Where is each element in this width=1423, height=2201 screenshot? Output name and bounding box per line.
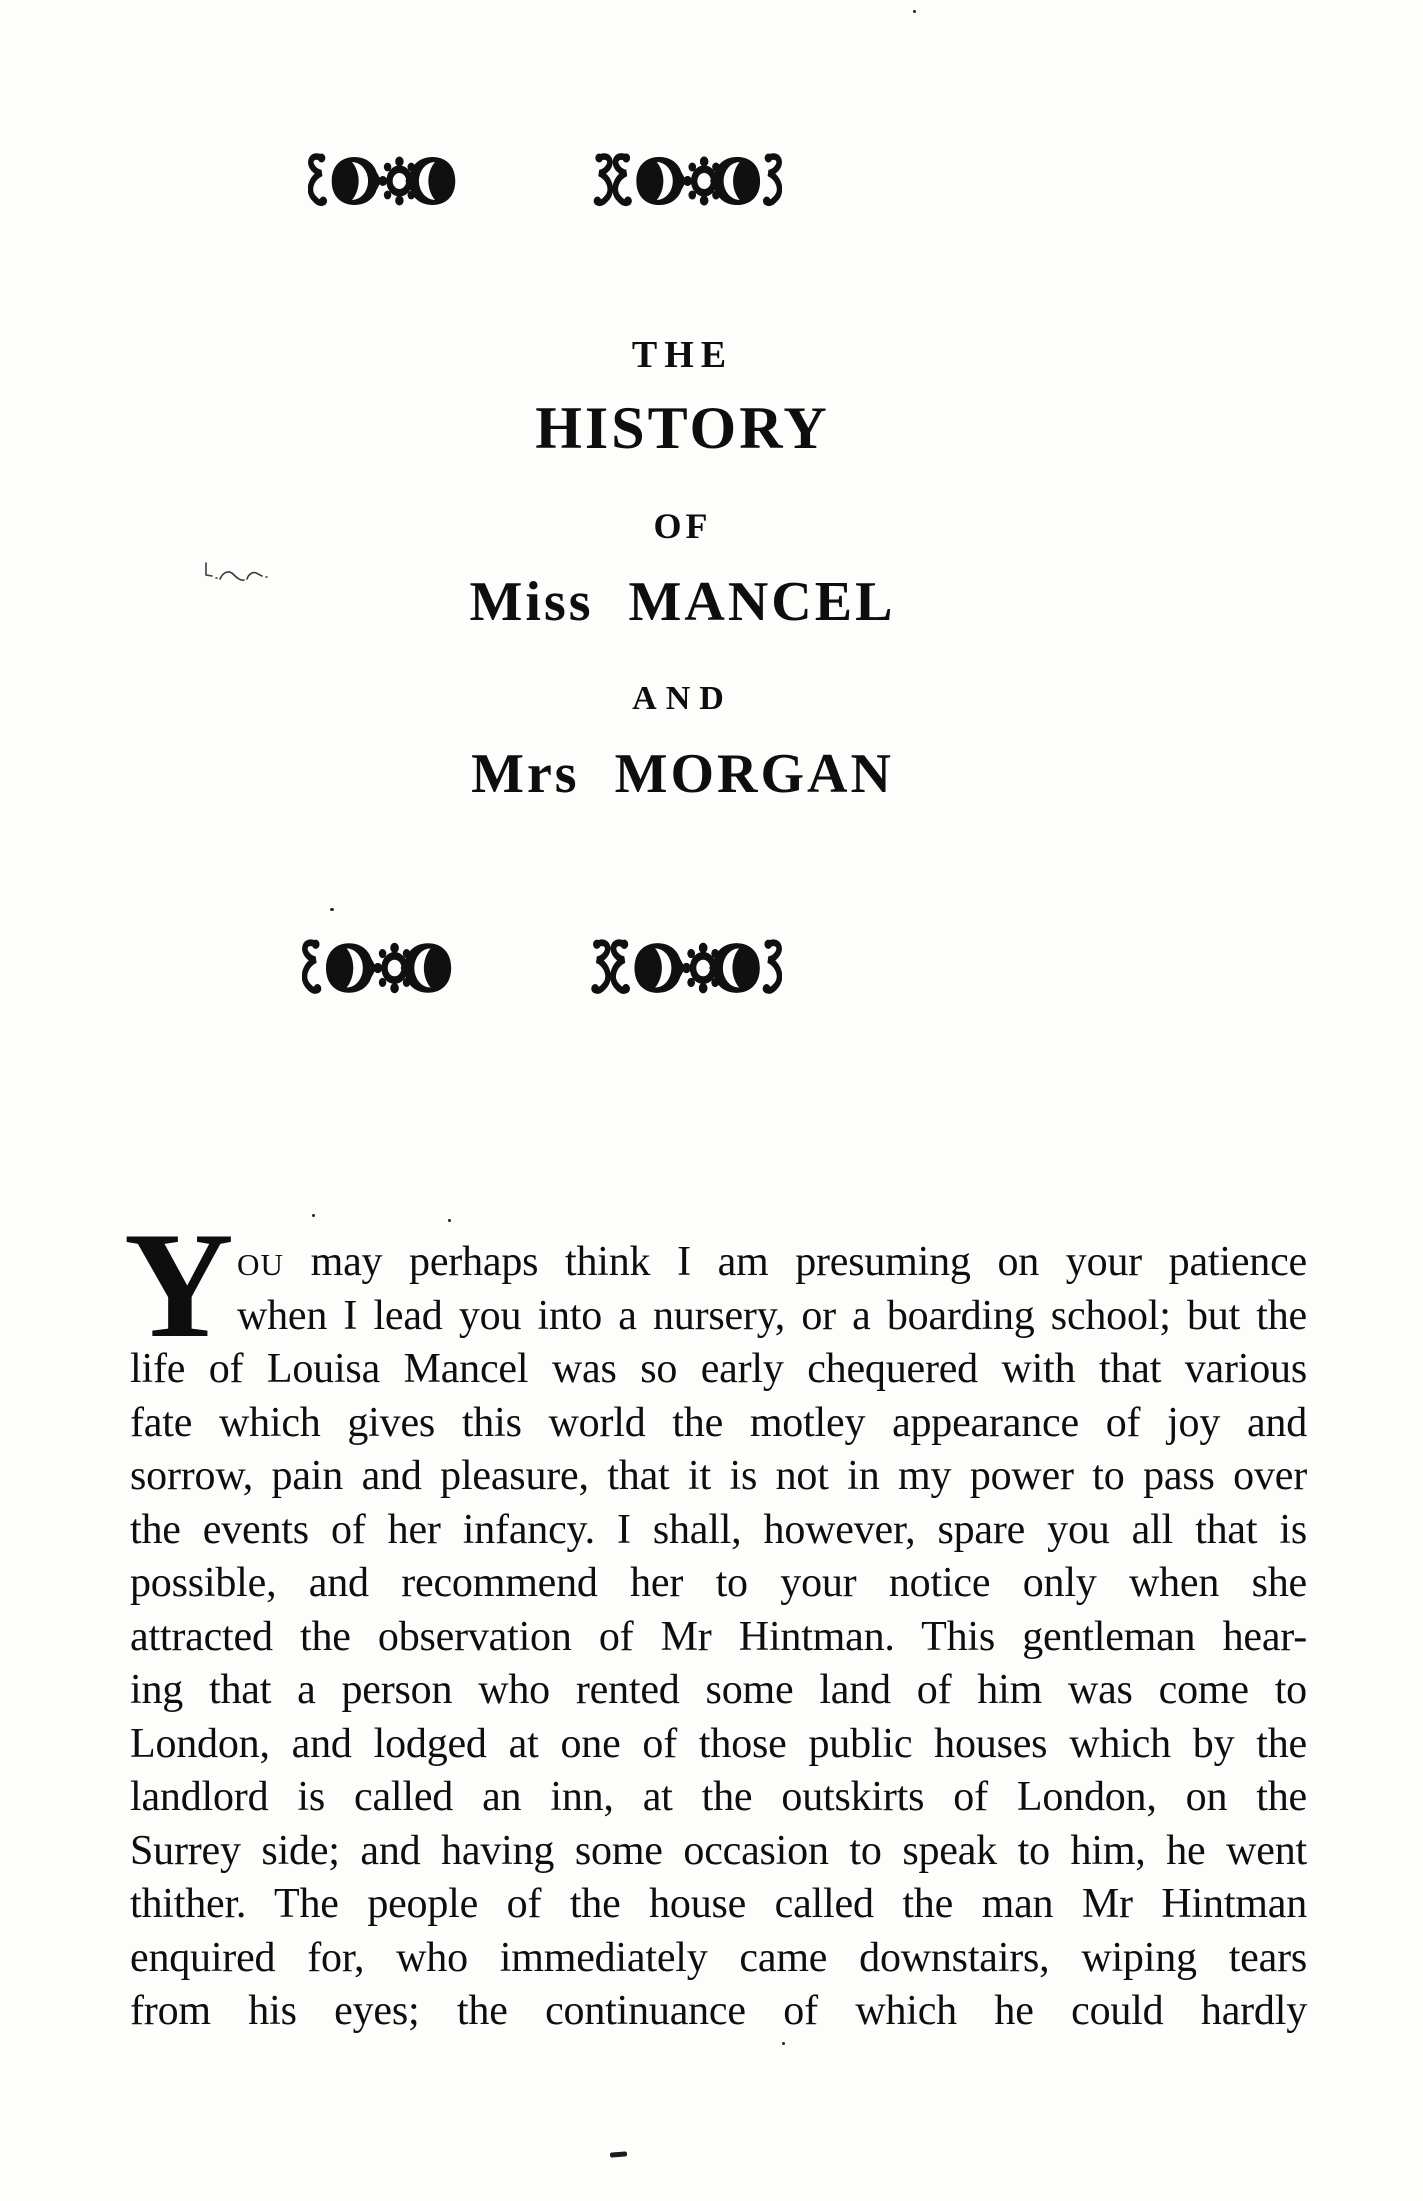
body-line: fate which gives this world the motley appearance of joy and — [130, 1399, 1307, 1446]
title-mrs-morgan: Mrs MORGAN — [471, 743, 894, 805]
title-miss-mancel: Miss MANCEL — [469, 571, 896, 633]
printer-ornament-top-icon — [308, 150, 782, 212]
body-line: London, and lodged at one of those public houses which by the — [130, 1720, 1307, 1767]
title-of: OF — [653, 506, 712, 546]
scan-speck — [913, 10, 916, 13]
body-line: ing that a person who rented some land of him was come to — [130, 1667, 1307, 1713]
body-line: enquired for, who immediately came downstairs, wiping tears — [130, 1934, 1307, 1981]
title-history: HISTORY — [535, 395, 830, 461]
body-paragraph — [124, 1201, 1307, 2039]
body-line: sorrow, pain and pleasure, that it is not in my power to pass over — [130, 1453, 1307, 1499]
pencil-squiggle-icon — [203, 560, 275, 590]
smallcaps-run: OU — [237, 1247, 284, 1282]
body-line — [237, 1236, 1307, 1290]
scan-speck — [782, 2042, 785, 2045]
printer-ornament-bottom-icon — [302, 936, 782, 1000]
body-line: thither. The people of the house called the man Mr Hintman — [130, 1881, 1307, 1927]
title-the: THE — [631, 334, 734, 376]
body-line: the events of her infancy. I shall, however, spare you all that is — [130, 1506, 1307, 1553]
body-line: from his eyes; the continuance of which he could hardly — [130, 1988, 1307, 2034]
title-and: AND — [632, 680, 733, 717]
body-line: life of Louisa Mancel was so early chequered with that various — [130, 1346, 1307, 1392]
scan-speck — [448, 1219, 451, 1222]
stray-ink-mark — [610, 2151, 627, 2157]
drop-cap: Y — [124, 1201, 234, 1369]
scan-speck — [312, 1214, 315, 1217]
body-line: landlord is called an inn, at the outskirts of London, on the — [130, 1774, 1307, 1820]
body-line-text: may perhaps think I am presuming on your patience — [310, 1239, 1307, 1285]
body-line: Surrey side; and having some occasion to speak to him, he went — [130, 1827, 1307, 1874]
body-line: when I lead you into a nursery, or a boarding school; but the — [237, 1292, 1307, 1339]
body-line: possible, and recommend her to your notice only when she — [130, 1560, 1307, 1606]
scan-speck — [330, 908, 334, 911]
body-line: attracted the observation of Mr Hintman. This gentleman hear- — [130, 1613, 1307, 1660]
